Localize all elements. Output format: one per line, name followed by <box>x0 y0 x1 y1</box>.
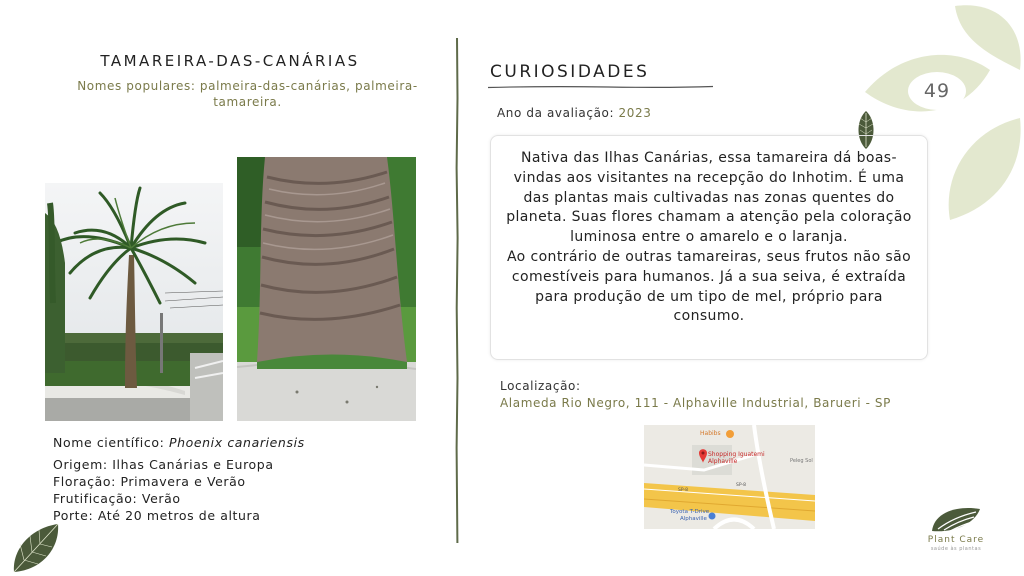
popular-names: Nomes populares: palmeira-das-canárias, palmeira-tamareira. <box>77 79 418 109</box>
map-label-habibs: Habibs <box>700 430 721 437</box>
year-value: 2023 <box>618 106 652 120</box>
origin-text: Origem: Ilhas Canárias e Europa <box>53 457 274 472</box>
scientific-name-label: Nome científico: <box>53 435 169 450</box>
corner-leaf-icon <box>8 520 64 576</box>
logo-tagline: saúde às plantas <box>930 546 982 552</box>
location-map[interactable] <box>644 425 815 529</box>
description-paragraph-1: Nativa das Ilhas Canárias, essa tamareira dá boas-vindas aos visitantes na recepção do Inhotim. É uma das plantas mais cultivadas nas zonas quentes do planeta. Suas flores chamam a atenção pela coloração luminosa entre o amarelo e o laranja. <box>506 150 912 246</box>
store-pin-icon <box>709 513 716 520</box>
restaurant-pin-icon <box>726 430 734 438</box>
size-text: Porte: Até 20 metros de altura <box>53 508 261 523</box>
flowering-text: Floração: Primavera e Verão <box>53 474 246 489</box>
location-address: Alameda Rio Negro, 111 - Alphaville Industrial, Barueri - SP <box>500 396 891 410</box>
location-label: Localização: <box>500 379 581 393</box>
evaluation-year <box>497 106 652 120</box>
year-label: Ano da avaliação: <box>497 106 619 120</box>
map-road-label-2: SP-8 <box>736 483 746 488</box>
vertical-divider <box>454 38 460 543</box>
map-road-label-1: SP-8 <box>678 488 688 493</box>
plant-care-logo-icon <box>930 503 982 533</box>
map-label-shopping: Shopping Iguatemi <box>708 451 765 458</box>
plant-facts <box>53 434 305 524</box>
leaf-bottom <box>949 118 1021 220</box>
map-label-toyota-2: Alphaville <box>680 516 707 522</box>
page-number: 49 <box>908 72 966 110</box>
section-title: CURIOSIDADES <box>490 62 650 82</box>
logo-name: Plant Care <box>927 535 985 545</box>
plant-title: TAMAREIRA-DAS-CANÁRIAS <box>100 52 360 70</box>
map-label-toyota: Toyota T-Drive <box>670 509 710 515</box>
description-card <box>490 135 928 360</box>
scientific-name-row <box>53 434 305 451</box>
map-label-peleg: Peleg Sol <box>790 458 813 464</box>
description-paragraph-2: Ao contrário de outras tamareiras, seus frutos não são comestíveis para humanos. Já a sua seiva, é extraída para produção de um tipo de mel, próprio para consumo. <box>506 248 912 325</box>
palm-trunk-photo <box>237 157 416 421</box>
palm-tree-photo <box>45 183 223 421</box>
title-underline <box>488 84 713 90</box>
fruiting-text: Frutificação: Verão <box>53 491 181 506</box>
map-label-shopping-2: Alphaville <box>708 458 738 465</box>
scientific-name-value: Phoenix canariensis <box>168 435 305 450</box>
